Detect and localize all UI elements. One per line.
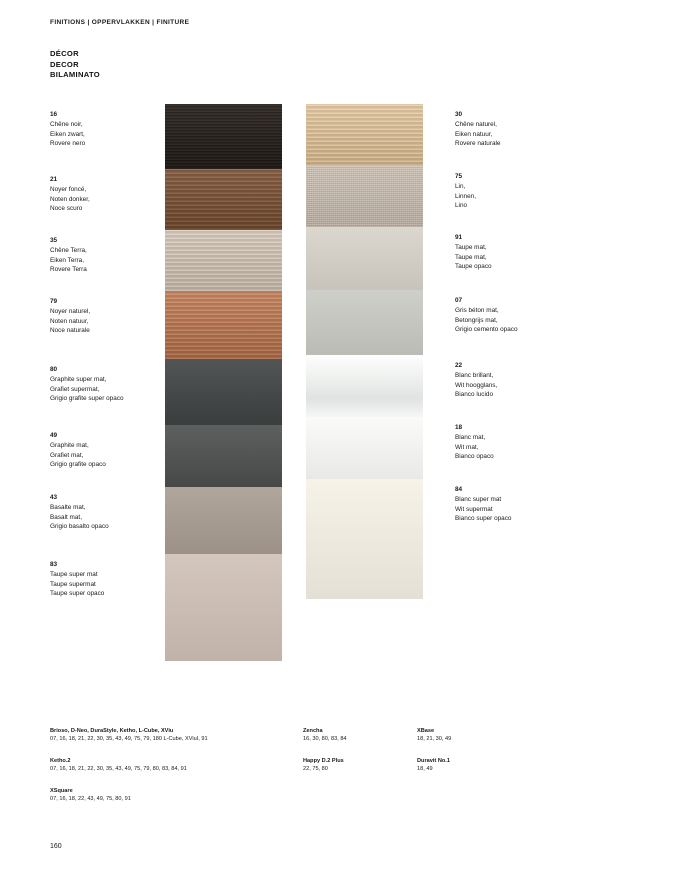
swatch-name-line: Noce scuro bbox=[50, 205, 83, 213]
swatch-label bbox=[50, 297, 90, 336]
swatch-names bbox=[50, 375, 124, 404]
swatch-name-line: Grafiet mat, bbox=[50, 451, 84, 459]
swatch-name-line: Rovere naturale bbox=[455, 140, 501, 148]
swatch-name-line: Grafiet supermat, bbox=[50, 385, 100, 393]
swatch-code: 35 bbox=[50, 237, 58, 244]
swatch-names bbox=[455, 433, 494, 462]
swatch-name-line: Gris béton mat, bbox=[455, 307, 499, 315]
swatch-label bbox=[455, 296, 518, 335]
swatch-name-line: Lin, bbox=[455, 183, 466, 191]
swatch-code: 21 bbox=[50, 176, 58, 183]
page-title-line-it: BILAMINATO bbox=[50, 70, 100, 79]
swatch-label bbox=[455, 361, 497, 400]
compatibility-group-codes: 07, 16, 18, 22, 43, 49, 75, 80, 91 bbox=[50, 796, 131, 803]
swatch-texture bbox=[165, 425, 282, 487]
swatch-names bbox=[50, 185, 90, 214]
swatch-label bbox=[50, 431, 106, 470]
swatch-label bbox=[50, 175, 90, 214]
swatch-name-line: Wit mat, bbox=[455, 443, 479, 451]
swatch-texture bbox=[165, 230, 282, 291]
swatch-column-right bbox=[306, 104, 423, 611]
compatibility-group bbox=[50, 787, 131, 804]
page-title-line-nl: DECOR bbox=[50, 59, 79, 69]
swatch-name-line: Chêne naturel, bbox=[455, 121, 497, 129]
swatch-name-line: Blanc brillant, bbox=[455, 372, 494, 380]
color-swatch bbox=[306, 227, 423, 290]
swatch-names bbox=[50, 503, 109, 532]
swatch-texture bbox=[165, 291, 282, 359]
compatibility-group-title: Ketho.2 bbox=[50, 758, 71, 764]
swatch-names bbox=[455, 306, 518, 335]
swatch-texture bbox=[165, 359, 282, 425]
swatch-texture bbox=[306, 104, 423, 166]
swatch-name-line: Wit hoogglans, bbox=[455, 381, 498, 389]
page-number: 160 bbox=[50, 843, 62, 850]
swatch-name-line: Linnen, bbox=[455, 192, 476, 200]
swatch-name-line: Basalt mat, bbox=[50, 513, 82, 521]
swatch-name-line: Chêne Terra, bbox=[50, 247, 87, 255]
swatch-texture bbox=[165, 487, 282, 554]
swatch-texture bbox=[165, 554, 282, 661]
swatch-name-line: Noten natuur, bbox=[50, 317, 89, 325]
swatch-texture bbox=[306, 479, 423, 599]
swatch-name-line: Rovere nero bbox=[50, 140, 86, 148]
swatch-names bbox=[455, 182, 476, 211]
swatch-label bbox=[50, 236, 87, 275]
swatch-code: 22 bbox=[455, 362, 463, 369]
color-swatch bbox=[165, 291, 282, 359]
color-swatch bbox=[306, 479, 423, 599]
color-swatch bbox=[306, 417, 423, 479]
swatch-label bbox=[455, 423, 494, 462]
compatibility-group-codes: 07, 16, 18, 21, 22, 30, 35, 43, 49, 75, 79, 80, 83, 84, 91 bbox=[50, 766, 187, 773]
swatch-texture bbox=[306, 417, 423, 479]
swatch-label bbox=[50, 110, 85, 149]
swatch-code: 30 bbox=[455, 111, 463, 118]
color-swatch bbox=[165, 104, 282, 169]
compatibility-group-title: Happy D.2 Plus bbox=[303, 758, 344, 764]
swatch-name-line: Bianco opaco bbox=[455, 453, 494, 461]
swatch-column-left bbox=[165, 104, 282, 661]
swatch-name-line: Graphite super mat, bbox=[50, 376, 107, 384]
swatch-names bbox=[455, 243, 492, 272]
compatibility-group-codes: 07, 16, 18, 21, 22, 30, 35, 43, 49, 75, 79, 180 L-Cube, XViuI, 91 bbox=[50, 736, 208, 743]
page-header: FINITIONS | OPPERVLAKKEN | FINITURE bbox=[50, 19, 190, 26]
swatch-code: 80 bbox=[50, 366, 58, 373]
swatch-name-line: Graphite mat, bbox=[50, 442, 89, 450]
swatch-name-line: Eiken zwart, bbox=[50, 130, 85, 138]
color-swatch bbox=[165, 169, 282, 230]
swatch-names bbox=[455, 120, 500, 149]
compatibility-group-title: Zencha bbox=[303, 728, 323, 734]
swatch-code: 18 bbox=[455, 424, 463, 431]
swatch-label bbox=[455, 110, 500, 149]
compatibility-group bbox=[417, 727, 451, 744]
compatibility-group-title: XBase bbox=[417, 728, 435, 734]
color-swatch bbox=[306, 290, 423, 355]
swatch-texture bbox=[306, 227, 423, 290]
compatibility-group-title: XSquare bbox=[50, 788, 73, 794]
swatch-texture bbox=[165, 104, 282, 169]
swatch-name-line: Grigio basalto opaco bbox=[50, 523, 109, 531]
swatch-name-line: Betongrijs mat, bbox=[455, 316, 498, 324]
swatch-texture bbox=[306, 355, 423, 417]
swatch-name-line: Taupe mat, bbox=[455, 244, 487, 252]
swatch-names bbox=[50, 307, 90, 336]
compatibility-group-title: Brioso, D-Neo, DuraStyle, Ketho, L-Cube, XViu bbox=[50, 728, 174, 734]
color-swatch bbox=[165, 359, 282, 425]
swatch-name-line: Eiken natuur, bbox=[455, 130, 493, 138]
compatibility-group-title: Duravit No.1 bbox=[417, 758, 450, 764]
page-title-line-fr: DÉCOR bbox=[50, 49, 79, 58]
swatch-name-line: Rovere Terra bbox=[50, 266, 87, 274]
swatch-name-line: Grigio cemento opaco bbox=[455, 326, 518, 334]
swatch-name-line: Basalte mat, bbox=[50, 504, 86, 512]
compatibility-group-codes: 18, 21, 30, 49 bbox=[417, 736, 452, 743]
swatch-name-line: Grigio grafite opaco bbox=[50, 461, 106, 469]
compatibility-group-codes: 18, 49 bbox=[417, 766, 433, 773]
swatch-label bbox=[455, 172, 476, 211]
color-swatch bbox=[306, 166, 423, 227]
color-swatch bbox=[165, 230, 282, 291]
compatibility-group bbox=[50, 757, 187, 774]
page-title bbox=[50, 49, 100, 81]
swatch-name-line: Noyer naturel, bbox=[50, 308, 91, 316]
swatch-name-line: Bianco super opaco bbox=[455, 515, 512, 523]
swatch-name-line: Wit supermat bbox=[455, 505, 493, 513]
compatibility-group bbox=[303, 757, 344, 774]
swatch-code: 79 bbox=[50, 298, 58, 305]
swatch-code: 43 bbox=[50, 494, 58, 501]
swatch-names bbox=[50, 246, 87, 275]
color-swatch bbox=[165, 425, 282, 487]
swatch-texture bbox=[306, 166, 423, 227]
swatch-name-line: Blanc super mat bbox=[455, 496, 502, 504]
swatch-code: 83 bbox=[50, 561, 58, 568]
swatch-name-line: Noyer foncé, bbox=[50, 186, 87, 194]
swatch-name-line: Lino bbox=[455, 202, 468, 210]
color-swatch bbox=[306, 355, 423, 417]
swatch-label bbox=[50, 365, 124, 404]
swatch-names bbox=[50, 441, 106, 470]
swatch-name-line: Taupe opaco bbox=[455, 263, 492, 271]
swatch-code: 91 bbox=[455, 234, 463, 241]
swatch-code: 16 bbox=[50, 111, 58, 118]
compatibility-group bbox=[303, 727, 347, 744]
color-swatch bbox=[165, 487, 282, 554]
swatch-code: 07 bbox=[455, 297, 463, 304]
swatch-names bbox=[455, 495, 512, 524]
compatibility-group-codes: 16, 30, 80, 83, 84 bbox=[303, 736, 347, 743]
swatch-name-line: Eiken Terra, bbox=[50, 256, 84, 264]
swatch-texture bbox=[165, 169, 282, 230]
swatch-name-line: Blanc mat, bbox=[455, 434, 486, 442]
swatch-label bbox=[50, 493, 109, 532]
swatch-label bbox=[50, 560, 104, 599]
swatch-names bbox=[455, 371, 497, 400]
swatch-names bbox=[50, 120, 85, 149]
swatch-name-line: Bianco lucido bbox=[455, 391, 494, 399]
swatch-code: 49 bbox=[50, 432, 58, 439]
compatibility-group bbox=[50, 727, 208, 744]
color-swatch bbox=[306, 104, 423, 166]
swatch-label bbox=[455, 233, 492, 272]
swatch-name-line: Taupe super mat bbox=[50, 571, 98, 579]
swatch-name-line: Noten donker, bbox=[50, 195, 90, 203]
swatch-names bbox=[50, 570, 104, 599]
color-swatch bbox=[165, 554, 282, 661]
swatch-label bbox=[455, 485, 512, 524]
compatibility-group bbox=[417, 757, 450, 774]
swatch-name-line: Noce naturale bbox=[50, 327, 90, 335]
swatch-texture bbox=[306, 290, 423, 355]
swatch-code: 84 bbox=[455, 486, 463, 493]
swatch-name-line: Chêne noir, bbox=[50, 121, 83, 129]
swatch-name-line: Taupe mat, bbox=[455, 253, 487, 261]
swatch-name-line: Taupe super opaco bbox=[50, 590, 105, 598]
compatibility-group-codes: 22, 75, 80 bbox=[303, 766, 328, 773]
swatch-name-line: Taupe supermat bbox=[50, 580, 96, 588]
swatch-name-line: Grigio grafite super opaco bbox=[50, 395, 124, 403]
swatch-code: 75 bbox=[455, 173, 463, 180]
